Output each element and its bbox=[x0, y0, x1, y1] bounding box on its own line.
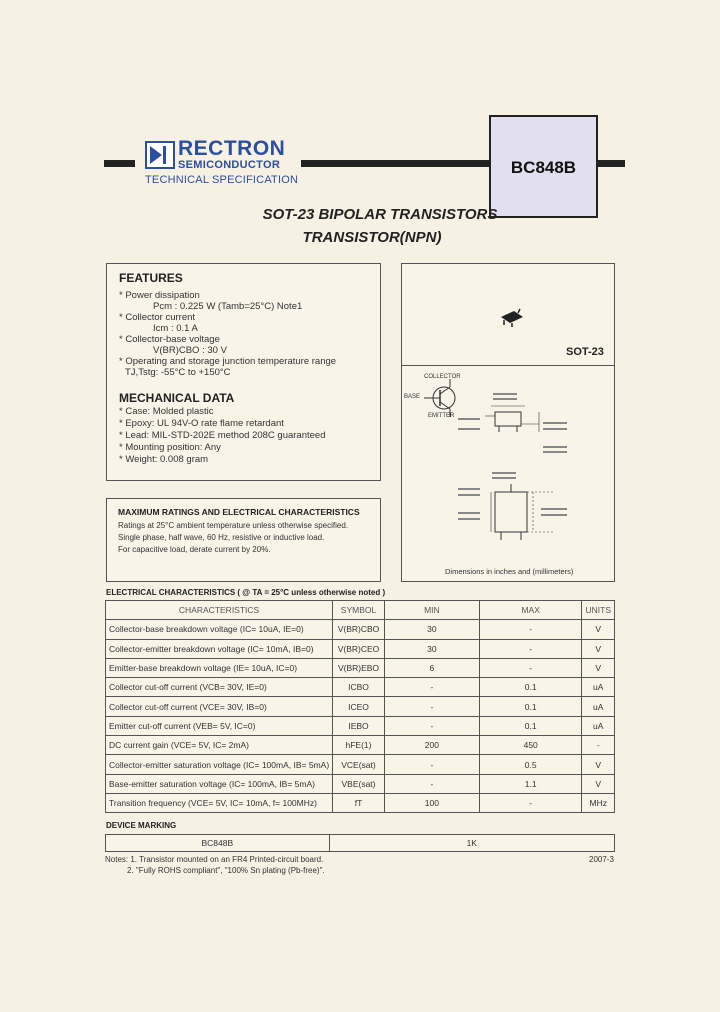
header-rule-mid bbox=[301, 160, 489, 167]
feature-item: Icm : 0.1 A bbox=[153, 323, 198, 334]
table-cell: 6 bbox=[384, 658, 479, 677]
table-cell: 0.1 bbox=[479, 697, 582, 716]
note-1: Notes: 1. Transistor mounted on an FR4 Printed-circuit board. bbox=[105, 855, 324, 864]
table-cell: - bbox=[479, 658, 582, 677]
table-cell: fT bbox=[333, 793, 385, 812]
table-cell: V(BR)CBO bbox=[333, 620, 385, 639]
table-cell: 30 bbox=[384, 620, 479, 639]
table-cell: V bbox=[582, 658, 615, 677]
table-cell: MHz bbox=[582, 793, 615, 812]
page-subtitle: TRANSISTOR(NPN) bbox=[302, 229, 442, 246]
ratings-line: Single phase, half wave, 60 Hz, resistive or inductive load. bbox=[118, 533, 325, 542]
mechanical-item: * Lead: MIL-STD-202E method 208C guaranteed bbox=[119, 430, 326, 441]
table-cell: - bbox=[479, 639, 582, 658]
ratings-line: For capacitive load, derate current by 20%. bbox=[118, 545, 271, 554]
elec-heading: ELECTRICAL CHARACTERISTICS ( @ TA = 25°C unless otherwise noted ) bbox=[106, 588, 386, 597]
table-cell: uA bbox=[582, 716, 615, 735]
marking-heading: DEVICE MARKING bbox=[106, 821, 177, 830]
part-number: BC848B bbox=[510, 158, 577, 177]
ratings-line: Ratings at 25°C ambient temperature unless otherwise specified. bbox=[118, 521, 348, 530]
note-2: 2. "Fully ROHS compliant", "100% Sn plating (Pb-free)". bbox=[127, 866, 325, 875]
base-label: BASE bbox=[404, 394, 421, 400]
table-cell: uA bbox=[582, 678, 615, 697]
feature-item: V(BR)CBO : 30 V bbox=[153, 345, 227, 356]
table-cell: Base-emitter saturation voltage (IC= 100mA, IB= 5mA) bbox=[106, 774, 333, 793]
table-cell: Collector-emitter breakdown voltage (IC= 10mA, IB=0) bbox=[106, 639, 333, 658]
marking-row bbox=[106, 835, 615, 852]
feature-item: TJ,Tstg: -55°C to +150°C bbox=[125, 367, 231, 378]
table-cell: ICEO bbox=[333, 697, 385, 716]
table-cell: Emitter cut-off current (VEB= 5V, IC=0) bbox=[106, 716, 333, 735]
marking-table bbox=[105, 834, 615, 852]
sot23-package-icon bbox=[498, 308, 526, 328]
table-cell: VBE(sat) bbox=[333, 774, 385, 793]
mechanical-item: * Case: Molded plastic bbox=[119, 406, 214, 417]
table-row bbox=[106, 774, 615, 793]
feature-item: * Collector-base voltage bbox=[119, 334, 220, 345]
table-cell: V bbox=[582, 620, 615, 639]
table-row bbox=[106, 736, 615, 755]
ratings-heading: MAXIMUM RATINGS AND ELECTRICAL CHARACTERISTICS bbox=[118, 507, 360, 517]
brand-name: RECTRON bbox=[178, 137, 286, 160]
table-cell: 1.1 bbox=[479, 774, 582, 793]
elec-table bbox=[105, 600, 615, 813]
table-cell: - bbox=[479, 620, 582, 639]
table-cell: 0.5 bbox=[479, 755, 582, 774]
table-cell: uA bbox=[582, 697, 615, 716]
rectron-logo-icon bbox=[145, 141, 175, 169]
table-cell: 0.1 bbox=[479, 678, 582, 697]
table-row bbox=[106, 697, 615, 716]
table-cell: Transition frequency (VCE= 5V, IC= 10mA, f= 100MHz) bbox=[106, 793, 333, 812]
features-heading: FEATURES bbox=[119, 271, 183, 285]
table-cell: - bbox=[384, 716, 479, 735]
table-cell: Collector cut-off current (VCE= 30V, IB=0) bbox=[106, 697, 333, 716]
dimensions-note: Dimensions in inches and (millimeters) bbox=[445, 567, 574, 576]
table-cell: - bbox=[479, 793, 582, 812]
doc-date: 2007-3 bbox=[589, 855, 614, 864]
header-rule-left bbox=[104, 160, 135, 167]
table-cell: hFE(1) bbox=[333, 736, 385, 755]
table-cell: V bbox=[582, 755, 615, 774]
table-cell: 30 bbox=[384, 639, 479, 658]
table-cell: - bbox=[384, 697, 479, 716]
table-cell: ICBO bbox=[333, 678, 385, 697]
table-cell: DC current gain (VCE= 5V, IC= 2mA) bbox=[106, 736, 333, 755]
mechanical-item: * Epoxy: UL 94V-O rate flame retardant bbox=[119, 418, 284, 429]
feature-item: Pcm : 0.225 W (Tamb=25°C) Note1 bbox=[153, 301, 303, 312]
header-rule-right bbox=[598, 160, 625, 167]
table-cell: 200 bbox=[384, 736, 479, 755]
table-row bbox=[106, 793, 615, 812]
table-cell: 100 bbox=[384, 793, 479, 812]
table-cell: 450 bbox=[479, 736, 582, 755]
package-side-view-drawing bbox=[455, 388, 575, 458]
marking-device: BC848B bbox=[106, 835, 330, 852]
table-row bbox=[106, 639, 615, 658]
feature-item: * Power dissipation bbox=[119, 290, 200, 301]
table-cell: VCE(sat) bbox=[333, 755, 385, 774]
table-cell: V bbox=[582, 639, 615, 658]
marking-code: 1K bbox=[329, 835, 614, 852]
col-header: MAX bbox=[479, 601, 582, 620]
mechanical-heading: MECHANICAL DATA bbox=[119, 391, 235, 405]
feature-item: * Collector current bbox=[119, 312, 196, 323]
elec-header-row bbox=[106, 601, 615, 620]
feature-item: * Operating and storage junction temperature range bbox=[119, 356, 337, 367]
package-divider bbox=[401, 365, 615, 366]
mechanical-item: * Mounting position: Any bbox=[119, 442, 221, 453]
emitter-label: EMITTER bbox=[428, 413, 455, 419]
table-cell: Collector-emitter saturation voltage (IC= 100mA, IB= 5mA) bbox=[106, 755, 333, 774]
collector-label: COLLECTOR bbox=[424, 374, 461, 380]
table-cell: V(BR)CEO bbox=[333, 639, 385, 658]
spec-label: TECHNICAL SPECIFICATION bbox=[145, 174, 299, 186]
table-cell: - bbox=[384, 755, 479, 774]
table-cell: V bbox=[582, 774, 615, 793]
col-header: MIN bbox=[384, 601, 479, 620]
table-cell: 0.1 bbox=[479, 716, 582, 735]
table-cell: - bbox=[384, 774, 479, 793]
table-row bbox=[106, 716, 615, 735]
table-row bbox=[106, 620, 615, 639]
package-name: SOT-23 bbox=[566, 346, 604, 358]
brand-sub: SEMICONDUCTOR bbox=[178, 159, 281, 171]
table-cell: Collector-base breakdown voltage (IC= 10uA, IE=0) bbox=[106, 620, 333, 639]
table-cell: Emitter-base breakdown voltage (IE= 10uA, IC=0) bbox=[106, 658, 333, 677]
package-top-view-drawing bbox=[455, 470, 575, 550]
col-header: UNITS bbox=[582, 601, 615, 620]
table-cell: V(BR)EBO bbox=[333, 658, 385, 677]
table-cell: IEBO bbox=[333, 716, 385, 735]
mechanical-item: * Weight: 0.008 gram bbox=[119, 454, 209, 465]
col-header: SYMBOL bbox=[333, 601, 385, 620]
page-title: SOT-23 BIPOLAR TRANSISTORS bbox=[262, 206, 498, 223]
table-cell: - bbox=[384, 678, 479, 697]
col-header: CHARACTERISTICS bbox=[106, 601, 333, 620]
table-cell: Collector cut-off current (VCB= 30V, IE=0) bbox=[106, 678, 333, 697]
table-row bbox=[106, 658, 615, 677]
table-row bbox=[106, 678, 615, 697]
table-row bbox=[106, 755, 615, 774]
table-cell: - bbox=[582, 736, 615, 755]
